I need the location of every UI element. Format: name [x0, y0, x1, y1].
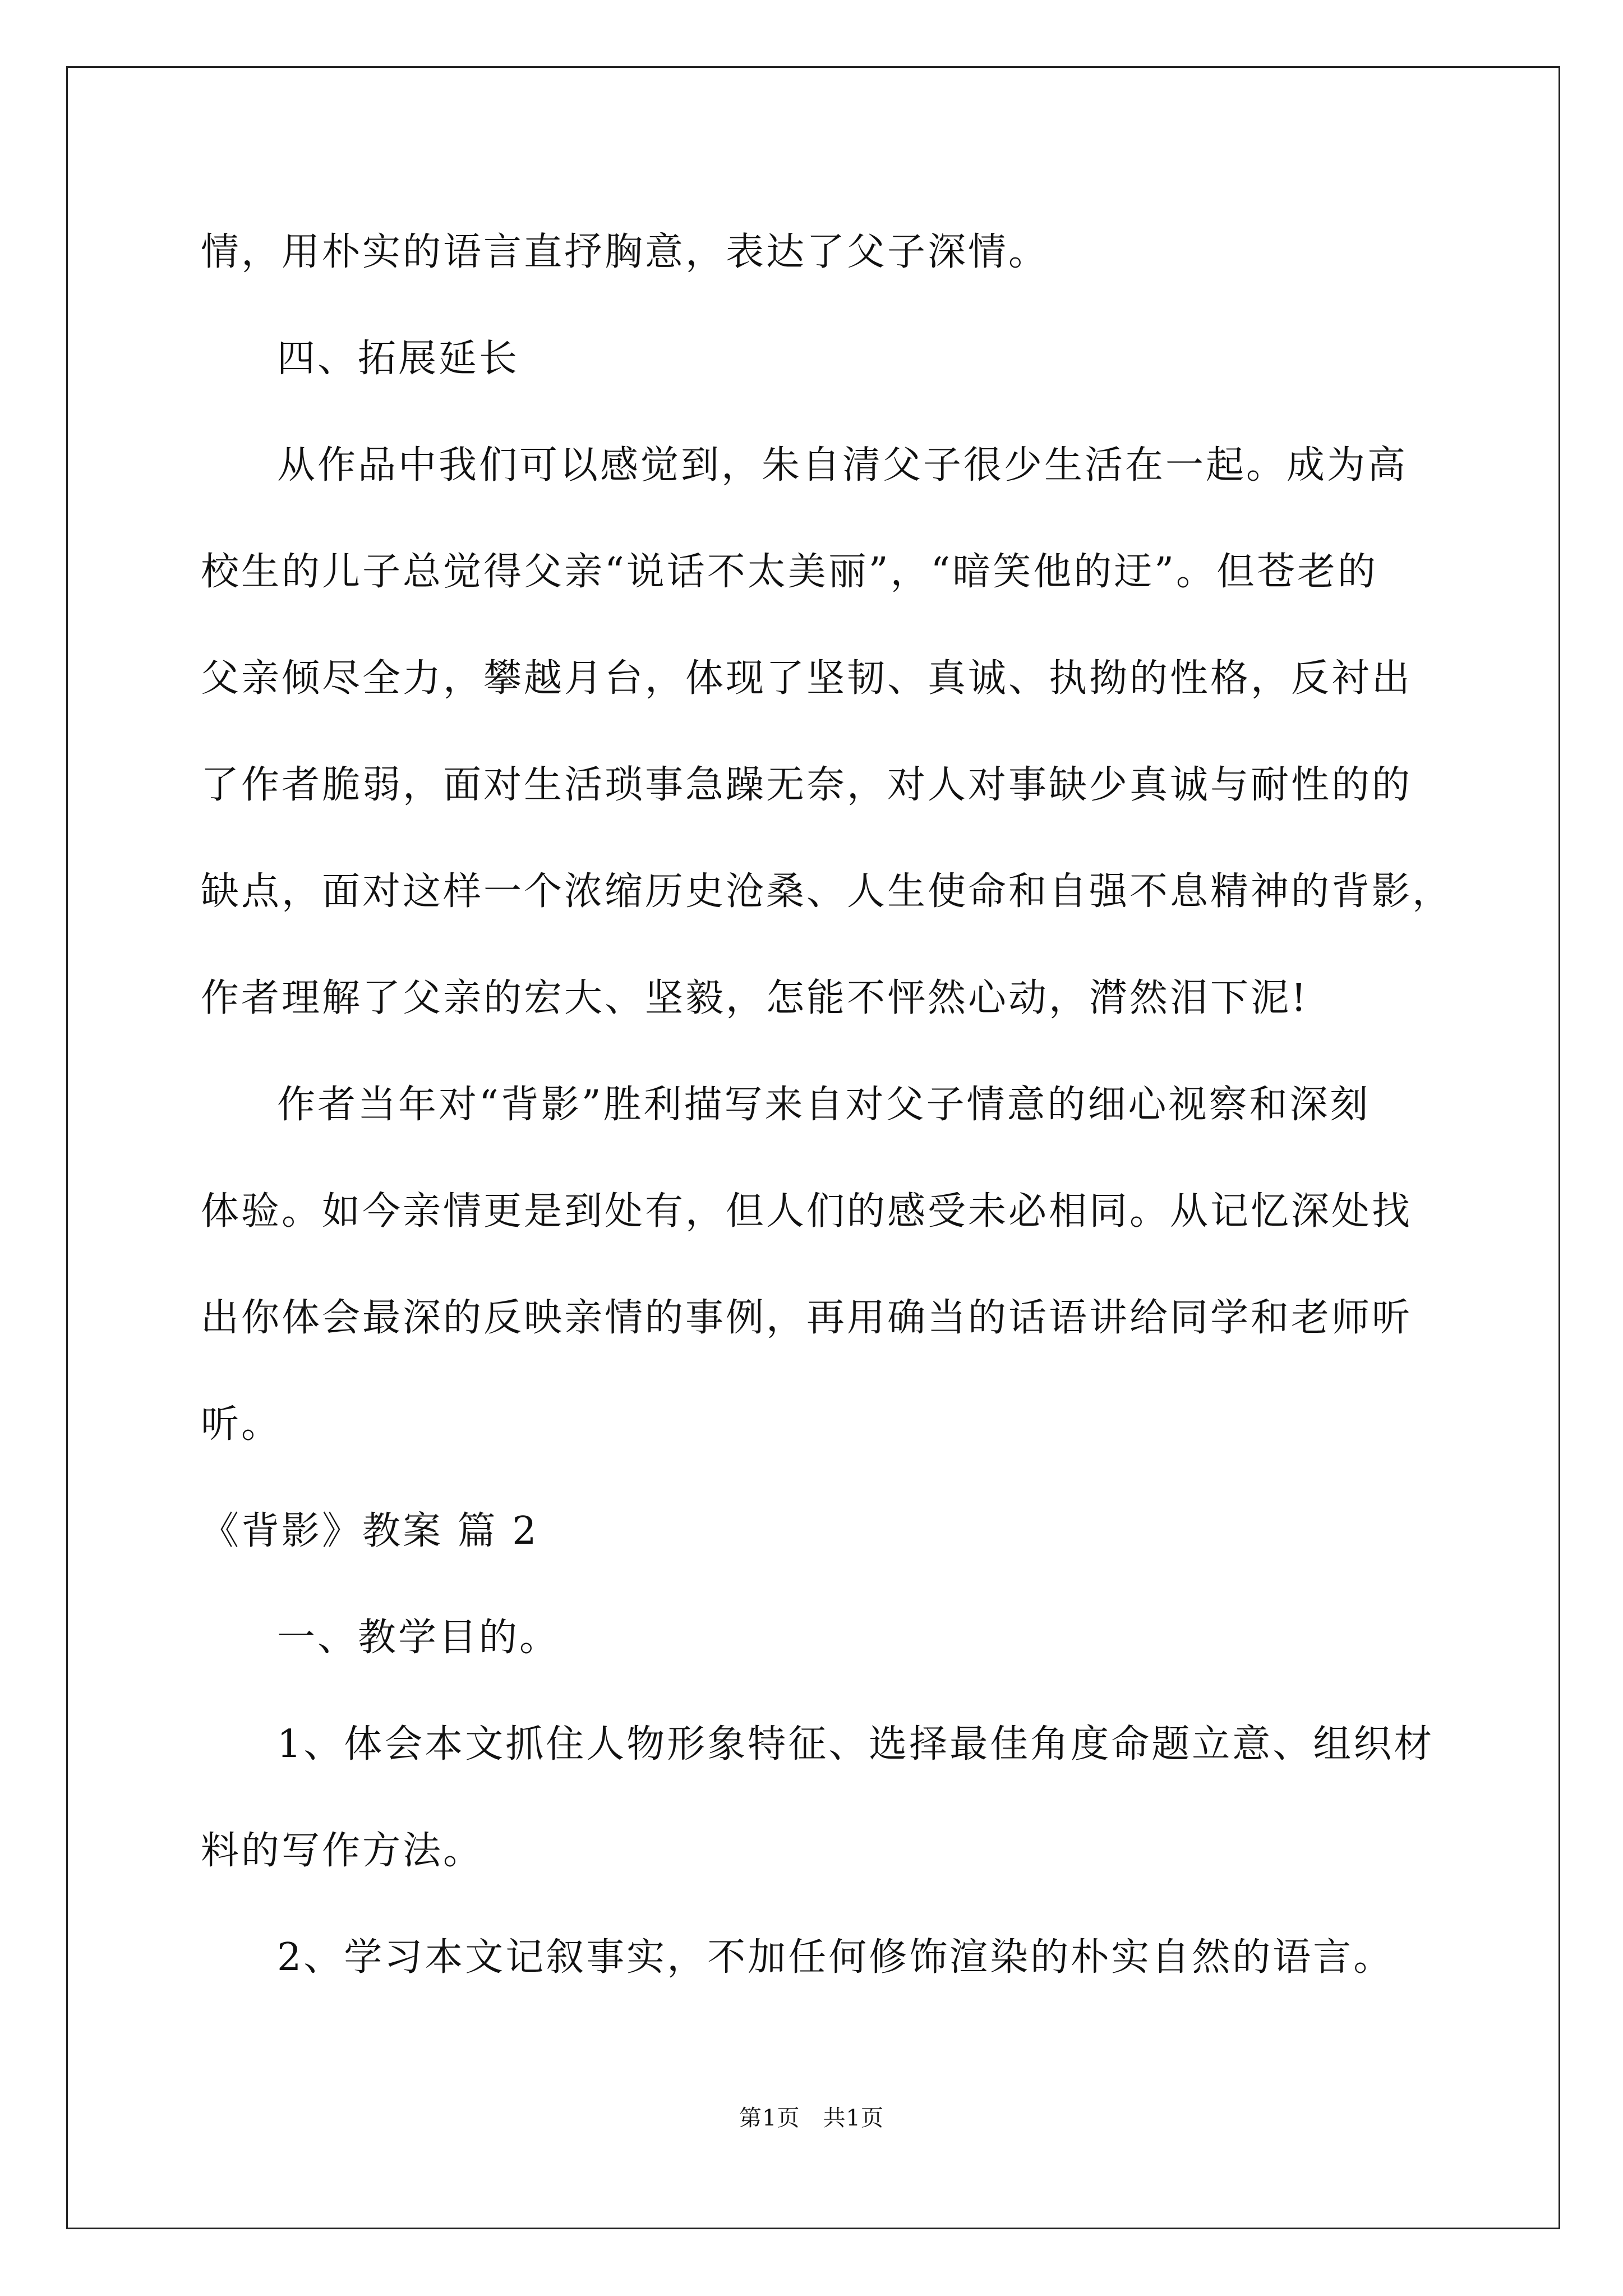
- page-number: 第1页 共1页: [739, 2105, 884, 2131]
- paragraph-line: 出你体会最深的反映亲情的事例，再用确当的话语讲给同学和老师听: [201, 1296, 1413, 1340]
- paragraph-line: 听。: [201, 1402, 282, 1447]
- paragraph-line: 作者理解了父亲的宏大、坚毅，怎能不怦然心动，潸然泪下泥!: [201, 976, 1309, 1020]
- paragraph-line: 料的写作方法。: [201, 1829, 484, 1873]
- paragraph-line: 从作品中我们可以感觉到，朱自清父子很少生活在一起。成为高: [277, 443, 1408, 487]
- paragraph-line: 父亲倾尽全力，攀越月台，体现了坚韧、真诚、执拗的性格，反衬出: [201, 656, 1413, 701]
- paragraph-line: 作者当年对“背影”胜利描写来自对父子情意的细心视察和深刻: [277, 1083, 1371, 1127]
- paragraph-line: 1、体会本文抓住人物形象特征、选择最佳角度命题立意、组织材: [277, 1722, 1435, 1766]
- article-title: 《背影》教案 篇 2: [201, 1509, 539, 1553]
- paragraph-line: 2、学习本文记叙事实，不加任何修饰渲染的朴实自然的语言。: [277, 1935, 1394, 1980]
- paragraph-line: 情，用朴实的语言直抒胸意，表达了父子深情。: [201, 230, 1049, 274]
- page-border: [66, 66, 1560, 2229]
- section-heading: 一、教学目的。: [277, 1616, 560, 1660]
- paragraph-line: 校生的儿子总觉得父亲“说话不太美丽”，“暗笑他的迂”。但苍老的: [201, 550, 1378, 594]
- section-heading: 四、拓展延长: [277, 337, 520, 381]
- paragraph-line: 了作者脆弱，面对生活琐事急躁无奈，对人对事缺少真诚与耐性的的: [201, 763, 1413, 807]
- paragraph-line: 体验。如今亲情更是到处有，但人们的感受未必相同。从记忆深处找: [201, 1189, 1413, 1234]
- paragraph-line: 缺点，面对这样一个浓缩历史沧桑、人生使命和自强不息精神的背影，: [201, 869, 1453, 914]
